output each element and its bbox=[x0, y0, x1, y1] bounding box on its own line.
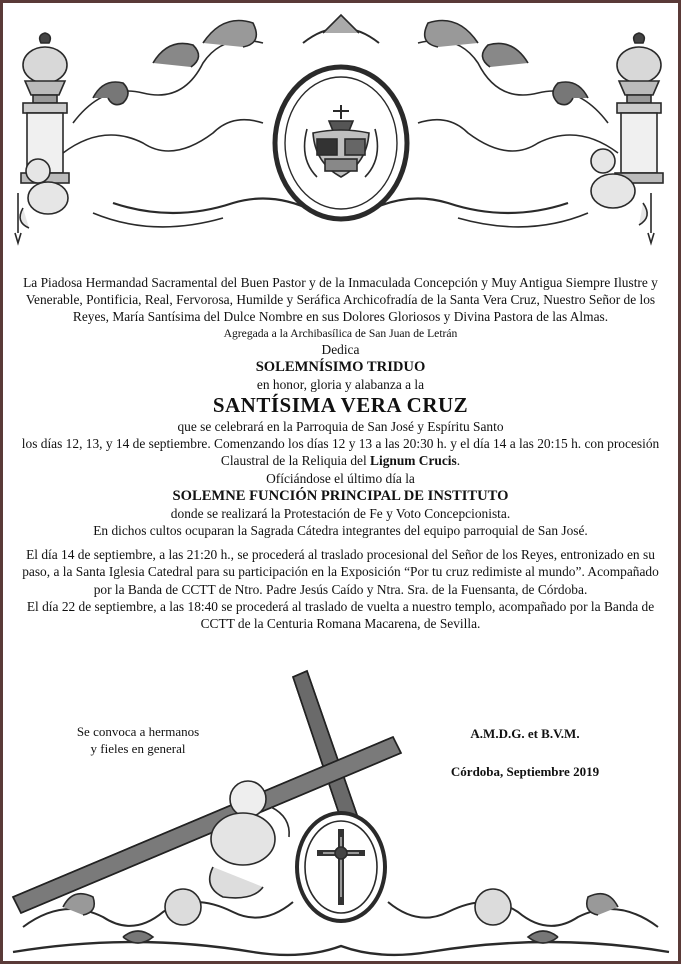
header-ornament bbox=[3, 3, 678, 265]
motto: A.M.D.G. et B.V.M. bbox=[470, 726, 580, 741]
dedica-line: Dedica bbox=[321, 341, 360, 357]
details-line-2: los días 12, 13, y 14 de septiembre. Comenzando los días 12 y 13 a las 20:30 h. y el día 14 a las 20:15 h. con procesión Claustral de la Reliquia del bbox=[21, 436, 660, 469]
last-day-line: Ofíciándose el último día la bbox=[266, 470, 415, 486]
aggregated-line: Agregada a la Archibasílica de San Juan de Letrán bbox=[223, 326, 458, 340]
main-title: SANTÍSIMA VERA CRUZ bbox=[212, 393, 469, 418]
triduo-title: SOLEMNÍSIMO TRIDUO bbox=[255, 358, 426, 375]
details-line-1: que se celebrará en la Parroquia de San José y Espíritu Santo bbox=[177, 419, 504, 435]
invitation-line-1: Se convoca a hermanos bbox=[76, 724, 200, 739]
right-urn-icon bbox=[615, 33, 663, 183]
relic-name: Lignum Crucis bbox=[370, 453, 457, 469]
announcement-text bbox=[17, 274, 664, 632]
intro-paragraph: La Piadosa Hermandad Sacramental del Buen Pastor y de la Inmaculada Concepción y Muy Antigua Siempre Ilustre y Venerable, Pontificia, Real, Fervorosa, Humilde y Seráfica Archicofradía de la Santa Vera Cruz, Nuestro Señor de los Reyes, María Santísima del Dulce Nombre en sus Dolores Gloriosos y Divina Pastora de las Almas. bbox=[23, 275, 658, 325]
transfer-paragraph-1: El día 14 de septiembre, a las 21:20 h., se procederá al traslado procesional del Señor de los Reyes, entronizado en su paso, a la Santa Iglesia Catedral para su participación en la Exposición “Por tu cruz redimiste al mundo”. Acompañado por la Banda de CCTT de Ntro. Padre Jesús Caído y Ntra. Sra. de la Fuensanta, de Córdoba. bbox=[22, 547, 659, 597]
honor-line: en honor, gloria y alabanza a la bbox=[256, 376, 425, 392]
invitation-text bbox=[43, 723, 233, 757]
relic-end: . bbox=[456, 453, 461, 469]
protestation-line: donde se realizará la Protestación de Fe y Voto Concepcionista. bbox=[170, 505, 511, 521]
crucifix-medallion-icon bbox=[297, 813, 385, 921]
function-title: SOLEMNE FUNCIÓN PRINCIPAL DE INSTITUTO bbox=[172, 487, 509, 504]
details-paragraph bbox=[17, 435, 664, 469]
transfer-paragraph-2: El día 22 de septiembre, a las 18:40 se procederá al traslado de vuelta a nuestro templo, acompañado por la Banda de CCTT de la Centuria Romana Macarena, de Sevilla. bbox=[26, 598, 655, 632]
preachers-line: En dichos cultos ocuparan la Sagrada Cátedra integrantes del equipo parroquial de San José. bbox=[93, 523, 588, 539]
invitation-line-2: y fieles en general bbox=[90, 741, 186, 756]
footer-ornament bbox=[3, 667, 678, 961]
place-date: Córdoba, Septiembre 2019 bbox=[450, 764, 600, 779]
